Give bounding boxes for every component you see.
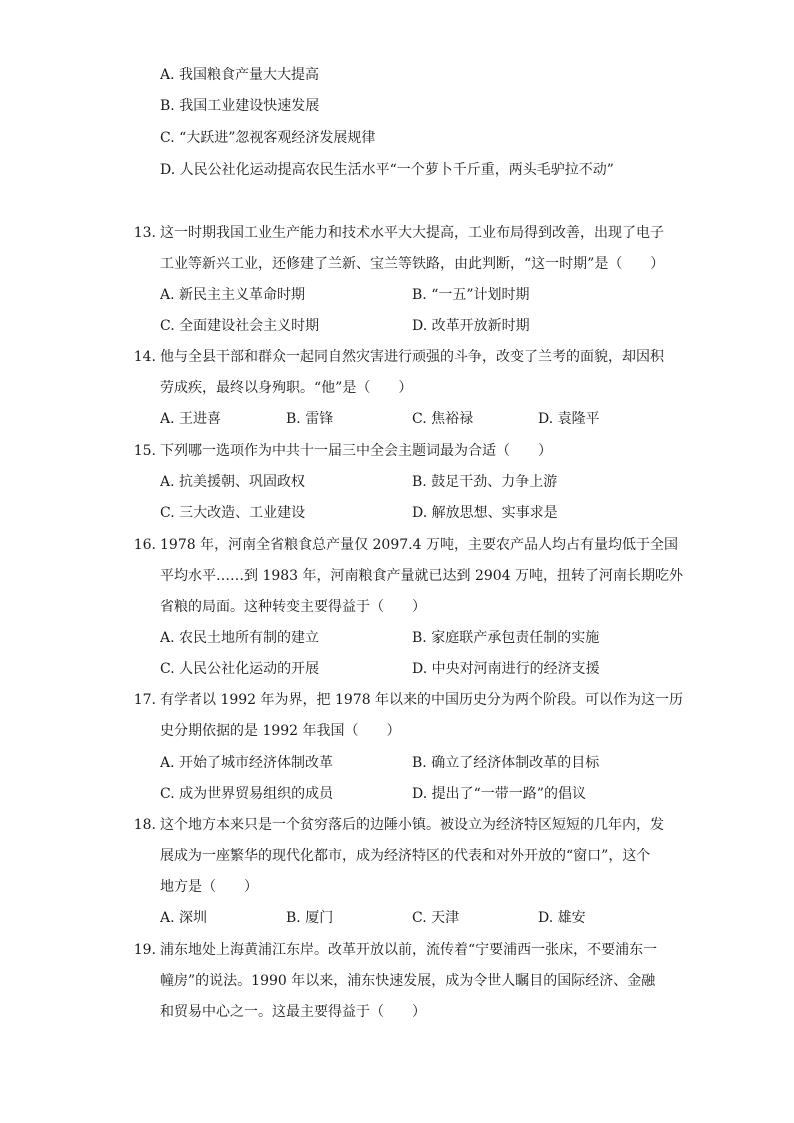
question-stem-line: 劳成疾，最终以身殉职。“他”是（ ）: [160, 380, 413, 396]
question-stem-line: 展成为一座繁华的现代化都市，成为经济特区的代表和对外开放的“窗口”，这个: [160, 848, 651, 864]
option-a: A. 抗美援朝、巩固政权: [160, 474, 306, 490]
question-stem-line: 省粮的局面。这种转变主要得益于（ ）: [160, 599, 426, 615]
option-b: B. 雷锋: [286, 411, 334, 427]
prev-option-d: D. 人民公社化运动提高农民生活水平“一个萝卜千斤重，两头毛驴拉不动”: [160, 162, 614, 178]
question-number: 16.: [133, 537, 156, 553]
option-d: D. 雄安: [538, 910, 586, 926]
option-a: A. 新民主主义革命时期: [160, 287, 306, 303]
question-stem-line: 平均水平……到 1983 年，河南粮食产量就已达到 2904 万吨，扭转了河南长期吃外: [160, 568, 684, 584]
question-stem-line: 这个地方本来只是一个贫穷落后的边陲小镇。被设立为经济特区短短的几年内，发: [160, 817, 664, 833]
question-stem-line: 他与全县干部和群众一起同自然灾害进行顽强的斗争，改变了兰考的面貌，却因积: [160, 349, 664, 365]
prev-option-a: A. 我国粮食产量大大提高: [160, 67, 320, 83]
question-stem-line: 有学者以 1992 年为界，把 1978 年以来的中国历史分为两个阶段。可以作为这一历: [160, 692, 684, 708]
option-a: A. 农民土地所有制的建立: [160, 630, 320, 646]
question-number: 17.: [133, 692, 156, 708]
option-d: D. 袁隆平: [538, 411, 600, 427]
option-b: B. 家庭联产承包责任制的实施: [412, 630, 600, 646]
question-number: 19.: [133, 942, 156, 958]
question-stem-line: 1978 年，河南全省粮食总产量仅 2097.4 万吨，主要农产品人均占有量均低于全国: [160, 537, 678, 553]
prev-option-b: B. 我国工业建设快速发展: [160, 98, 320, 114]
option-c: C. 全面建设社会主义时期: [160, 318, 320, 334]
option-b: B. 鼓足干劲、力争上游: [412, 474, 558, 490]
option-b: B. 厦门: [286, 910, 334, 926]
option-d: D. 解放思想、实事求是: [412, 505, 558, 521]
question-number: 15.: [133, 443, 156, 459]
question-stem-line: 这一时期我国工业生产能力和技术水平大大提高，工业布局得到改善，出现了电子: [160, 225, 664, 241]
option-a: A. 王进喜: [160, 411, 222, 427]
option-d: D. 改革开放新时期: [412, 318, 530, 334]
option-d: D. 提出了“一带一路”的倡议: [412, 786, 586, 802]
question-number: 14.: [133, 349, 156, 365]
question-stem-line: 史分期依据的是 1992 年我国（ ）: [160, 723, 401, 739]
option-d: D. 中央对河南进行的经济支援: [412, 661, 600, 677]
option-c: C. 三大改造、工业建设: [160, 505, 306, 521]
option-b: B. “一五”计划时期: [412, 287, 530, 303]
option-c: C. 天津: [412, 910, 460, 926]
question-number: 18.: [133, 817, 156, 833]
option-c: C. 焦裕禄: [412, 411, 474, 427]
option-b: B. 确立了经济体制改革的目标: [412, 755, 600, 771]
question-stem-line: 幢房”的说法。1990 年以来，浦东快速发展，成为令世人瞩目的国际经济、金融: [160, 973, 656, 989]
question-stem-line: 浦东地处上海黄浦江东岸。改革开放以前，流传着“宁要浦西一张床，不要浦东一: [160, 942, 658, 958]
question-stem-line: 下列哪一选项作为中共十一届三中全会主题词最为合适（ ）: [160, 443, 552, 459]
option-c: C. 成为世界贸易组织的成员: [160, 786, 334, 802]
option-a: A. 开始了城市经济体制改革: [160, 755, 334, 771]
option-a: A. 深圳: [160, 910, 208, 926]
option-c: C. 人民公社化运动的开展: [160, 661, 320, 677]
question-stem-line: 工业等新兴工业，还修建了兰新、宝兰等铁路，由此判断，“这一时期”是（ ）: [160, 256, 665, 272]
question-stem-line: 和贸易中心之一。这最主要得益于（ ）: [160, 1004, 426, 1020]
question-stem-line: 地方是（ ）: [160, 879, 258, 895]
prev-option-c: C. “大跃进”忽视客观经济发展规律: [160, 130, 376, 146]
question-number: 13.: [133, 225, 156, 241]
